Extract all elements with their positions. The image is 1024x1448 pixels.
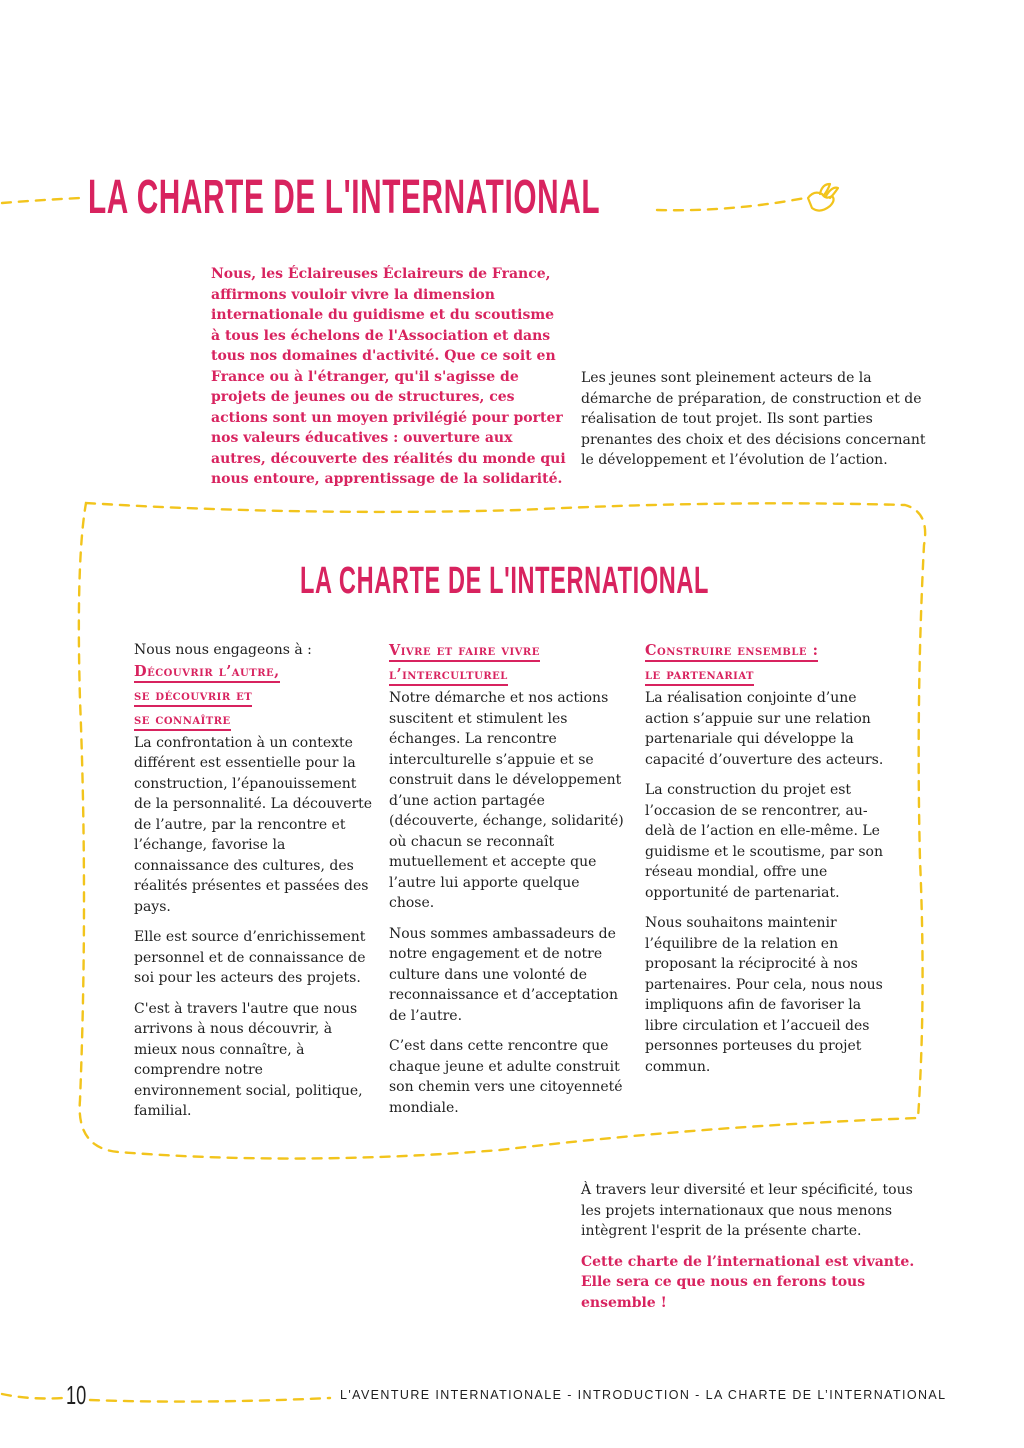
title-dashed-line-left <box>2 198 80 203</box>
column-1-heading-line: Découvrir l’autre, <box>134 662 280 683</box>
title-dashed-line-right <box>657 198 805 210</box>
column-3-heading-line: Construire ensemble : <box>645 641 818 662</box>
charter-column-2 <box>389 640 629 1128</box>
charter-box-title: LA CHARTE DE L'INTERNATIONAL <box>300 560 710 602</box>
column-2-heading-line: l’interculturel <box>389 665 508 686</box>
bird-icon <box>808 184 838 211</box>
column-2-paragraph: Nous sommes ambassadeurs de notre engagement et de notre culture dans une volonté de reconnaissance et d’acceptation de l’autre. <box>389 925 618 1024</box>
footer-dashed-line-right <box>90 1398 330 1402</box>
column-1-lead: Nous nous engageons à : <box>134 642 312 658</box>
closing-block <box>581 1180 921 1323</box>
column-2-paragraph: Notre démarche et nos actions suscitent et stimulent les échanges. La rencontre interculturelle s’appuie et se construit dans le développement d’une action partagée (découverte, échange, solidarité) où chacun se reconnaît mutuellement et accepte que l’autre lui apporte quelque chose. <box>389 690 624 911</box>
column-3-paragraph: La construction du projet est l’occasion de se rencontrer, au-delà de l’action en elle-même. Le guidisme et le scoutisme, par son réseau mondial, offre une opportunité de partenariat. <box>645 782 883 901</box>
column-1-paragraph: C'est à travers l'autre que nous arrivons à nous découvrir, à mieux nous connaître, à comprendre notre environnement social, politique, familial. <box>134 1000 363 1119</box>
footer-dashed-line-left <box>2 1394 62 1399</box>
column-3-heading <box>645 640 885 688</box>
column-2-heading <box>389 640 629 688</box>
closing-pink-line-1: Cette charte de l’international est vivante. <box>581 1253 915 1270</box>
column-1-heading-line: se connaître <box>134 710 231 731</box>
closing-pink-statement <box>581 1252 921 1314</box>
column-1-heading-line: se découvrir et <box>134 686 252 707</box>
column-2-heading-line: Vivre et faire vivre <box>389 641 540 662</box>
column-2-paragraph: C’est dans cette rencontre que chaque jeune et adulte construit son chemin vers une citoyenneté mondiale. <box>389 1038 623 1116</box>
charter-column-3 <box>645 640 885 1087</box>
column-1-paragraph: Elle est source d’enrichissement personnel et de connaissance de soi pour les acteurs des projets. <box>134 929 366 986</box>
intro-pink-paragraph: Nous, les Éclaireuses Éclaireurs de France, affirmons vouloir vivre la dimension internationale du guidisme et du scoutisme à tous les échelons de l'Association et dans tous nos domaines d'activité. Que ce soit en France ou à l'étranger, qu'il s'agisse de projets de jeunes ou de structures, ces actions sont un moyen privilégié pour porter nos valeurs éducatives : ouverture aux autres, découverte des réalités du monde qui nous entoure, apprentissage de la solidarité. <box>211 266 566 487</box>
column-1-heading <box>134 661 374 733</box>
footer-running-title: L'AVENTURE INTERNATIONALE - INTRODUCTION - LA CHARTE DE L’INTERNATIONAL <box>340 1388 947 1402</box>
column-3-paragraph: Nous souhaitons maintenir l’équilibre de la relation en proposant la réciprocité à nos partenaires. Pour cela, nous nous impliquons afin de favoriser la libre circulation et l’accueil des personnes porteuses du projet commun. <box>645 915 883 1075</box>
charter-column-1 <box>134 640 374 1132</box>
closing-paragraph: À travers leur diversité et leur spécificité, tous les projets internationaux que nous menons intègrent l'esprit de la présente charte. <box>581 1182 913 1239</box>
intro-right-paragraph: Les jeunes sont pleinement acteurs de la démarche de préparation, de construction et de réalisation de tout projet. Ils sont parties prenantes des choix et des décisions concernant le développement et l’évolution de l’action. <box>581 370 926 468</box>
column-3-paragraph: La réalisation conjointe d’une action s’appuie sur une relation partenariale qui développe la capacité d’ouverture des acteurs. <box>645 690 884 768</box>
column-1-paragraph: La confrontation à un contexte différent est essentielle pour la construction, l’épanouissement de la personnalité. La découverte de l’autre, par la rencontre et l’échange, favorise la connaissance des cultures, des réalités présentes et passées des pays. <box>134 734 373 915</box>
page-number: 10 <box>66 1380 87 1410</box>
column-3-heading-line: le partenariat <box>645 665 754 686</box>
closing-pink-line-2: Elle sera ce que nous en ferons tous ensemble ! <box>581 1274 866 1311</box>
page-title: LA CHARTE DE L'INTERNATIONAL <box>88 171 601 224</box>
